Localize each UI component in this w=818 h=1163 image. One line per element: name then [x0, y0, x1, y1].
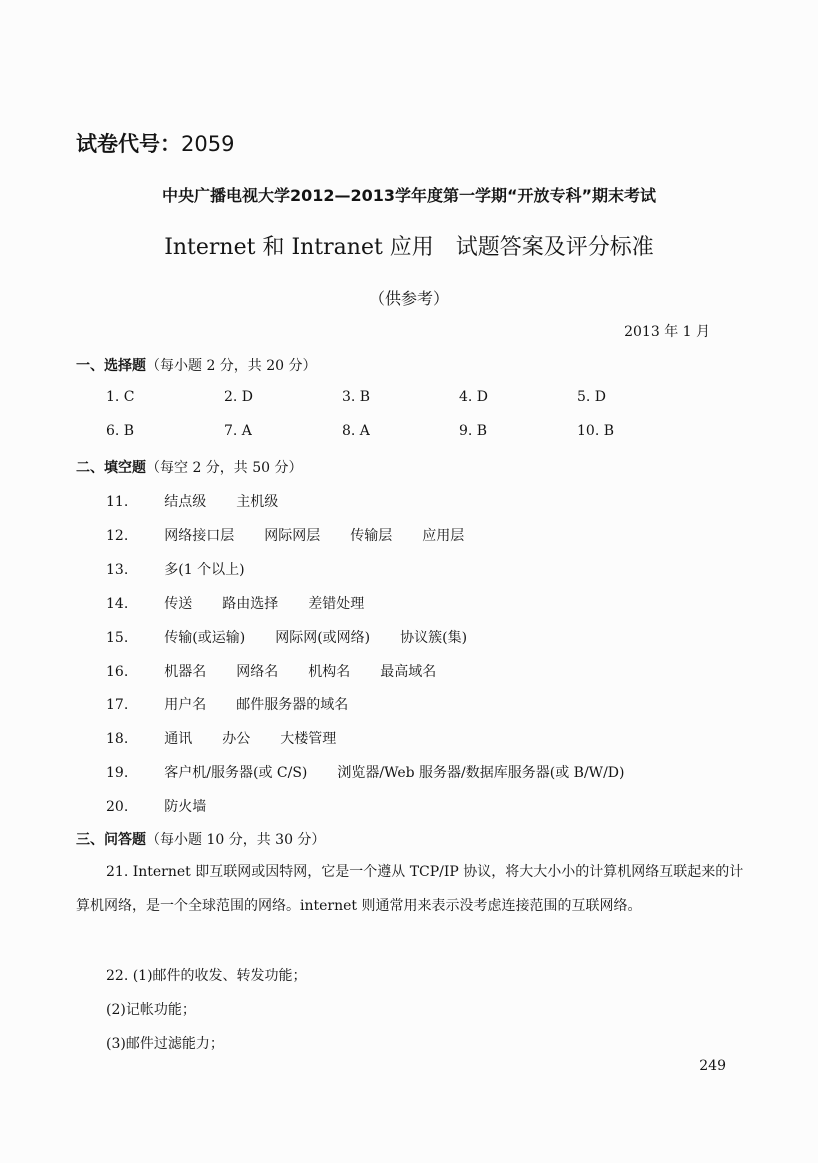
answer-part: 传输层	[350, 528, 393, 544]
section1-heading	[76, 355, 317, 375]
fill-answer-16	[106, 661, 436, 681]
section1-title: 一、选择题	[76, 358, 146, 374]
fill-answer-12	[106, 525, 464, 545]
section2-scoring: （每空 2 分，共 50 分）	[146, 460, 303, 476]
section3-heading	[76, 829, 325, 849]
fill-answer-13	[106, 559, 245, 579]
answer-part: 网络名	[236, 664, 279, 680]
mc-answer: 4. D	[459, 389, 489, 405]
paper-code	[76, 128, 234, 158]
answer-part: 防火墙	[164, 799, 207, 815]
answer-part: 大楼管理	[280, 731, 337, 747]
mc-answer: 10. B	[577, 423, 615, 439]
fill-answer-19	[106, 762, 624, 782]
paper-code-label: 试卷代号：	[76, 132, 181, 156]
fill-answer-17	[106, 694, 348, 714]
answer-part: 机器名	[164, 664, 207, 680]
item-number: 12.	[106, 528, 129, 544]
answer-part: 协议簇(集)	[400, 630, 468, 646]
answer-part: 客户机/服务器(或 C/S)	[164, 765, 308, 781]
answer-part: 结点级	[164, 494, 207, 510]
mc-answer: 7. A	[224, 423, 252, 439]
mc-answer: 5. D	[577, 389, 607, 405]
mc-answer: 8. A	[342, 423, 370, 439]
item-number: 15.	[106, 630, 129, 646]
answer-22-line: (2)记帐功能；	[106, 1002, 196, 1018]
subject-title: Internet 和 Intranet 应用 试题答案及评分标准	[164, 235, 654, 260]
item-number: 19.	[106, 765, 129, 781]
fill-answer-15	[106, 627, 467, 647]
answer-part: 用户名	[164, 697, 207, 713]
section3-title: 三、问答题	[76, 832, 146, 848]
answer-part: 办公	[222, 731, 251, 747]
answer-part: 差错处理	[308, 596, 365, 612]
item-number: 13.	[106, 562, 129, 578]
section2-heading	[76, 457, 303, 477]
answer-part: 浏览器/Web 服务器/数据库服务器(或 B/W/D)	[337, 765, 625, 781]
section2-title: 二、填空题	[76, 460, 146, 476]
answer-22-line: 22. (1)邮件的收发、转发功能；	[106, 968, 307, 984]
mc-answer: 3. B	[342, 389, 371, 405]
answer-part: 最高域名	[380, 664, 437, 680]
fill-answer-11	[106, 491, 278, 511]
item-number: 17.	[106, 697, 129, 713]
item-number: 16.	[106, 664, 129, 680]
mc-answer: 1. C	[106, 389, 135, 405]
answer-part: 传输(或运输)	[164, 630, 246, 646]
page-number: 249	[699, 1058, 726, 1074]
item-number: 18.	[106, 731, 129, 747]
answer-part: 路由选择	[222, 596, 279, 612]
mc-answer: 2. D	[224, 389, 254, 405]
answer-22-line: (3)邮件过滤能力；	[106, 1036, 224, 1052]
answer-part: 网际网层	[264, 528, 321, 544]
answer-part: 应用层	[422, 528, 465, 544]
reference-note: （供参考）	[368, 289, 449, 308]
exam-date: 2013 年 1 月	[624, 324, 710, 340]
answer-part: 主机级	[236, 494, 279, 510]
answer-21-text: 21. Internet 即互联网或因特网，它是一个遵从 TCP/IP 协议，将大大小小的计算机网络互联起来的计算机网络，是一个全球范围的网络。internet 则通常用来表示没考虑连接范围的互联网络。	[76, 864, 744, 914]
item-number: 14.	[106, 596, 129, 612]
fill-answer-20	[106, 796, 206, 816]
mc-answer: 9. B	[459, 423, 488, 439]
answer-part: 网际网(或网络)	[275, 630, 371, 646]
mc-answer: 6. B	[106, 423, 135, 439]
exam-title: 中央广播电视大学2012—2013学年度第一学期“开放专科”期末考试	[161, 186, 657, 205]
section3-scoring: （每小题 10 分，共 30 分）	[146, 832, 326, 848]
answer-part: 传送	[164, 596, 193, 612]
item-number: 11.	[106, 494, 129, 510]
answer-21-paragraph	[76, 855, 744, 923]
answer-part: 网络接口层	[164, 528, 235, 544]
item-number: 20.	[106, 799, 129, 815]
answer-part: 多(1 个以上)	[164, 562, 245, 578]
answer-part: 通讯	[164, 731, 193, 747]
paper-code-number: 2059	[181, 132, 235, 156]
answer-part: 邮件服务器的域名	[236, 697, 349, 713]
section1-scoring: （每小题 2 分，共 20 分）	[146, 358, 317, 374]
fill-answer-14	[106, 593, 364, 613]
answer-part: 机构名	[308, 664, 351, 680]
fill-answer-18	[106, 728, 336, 748]
